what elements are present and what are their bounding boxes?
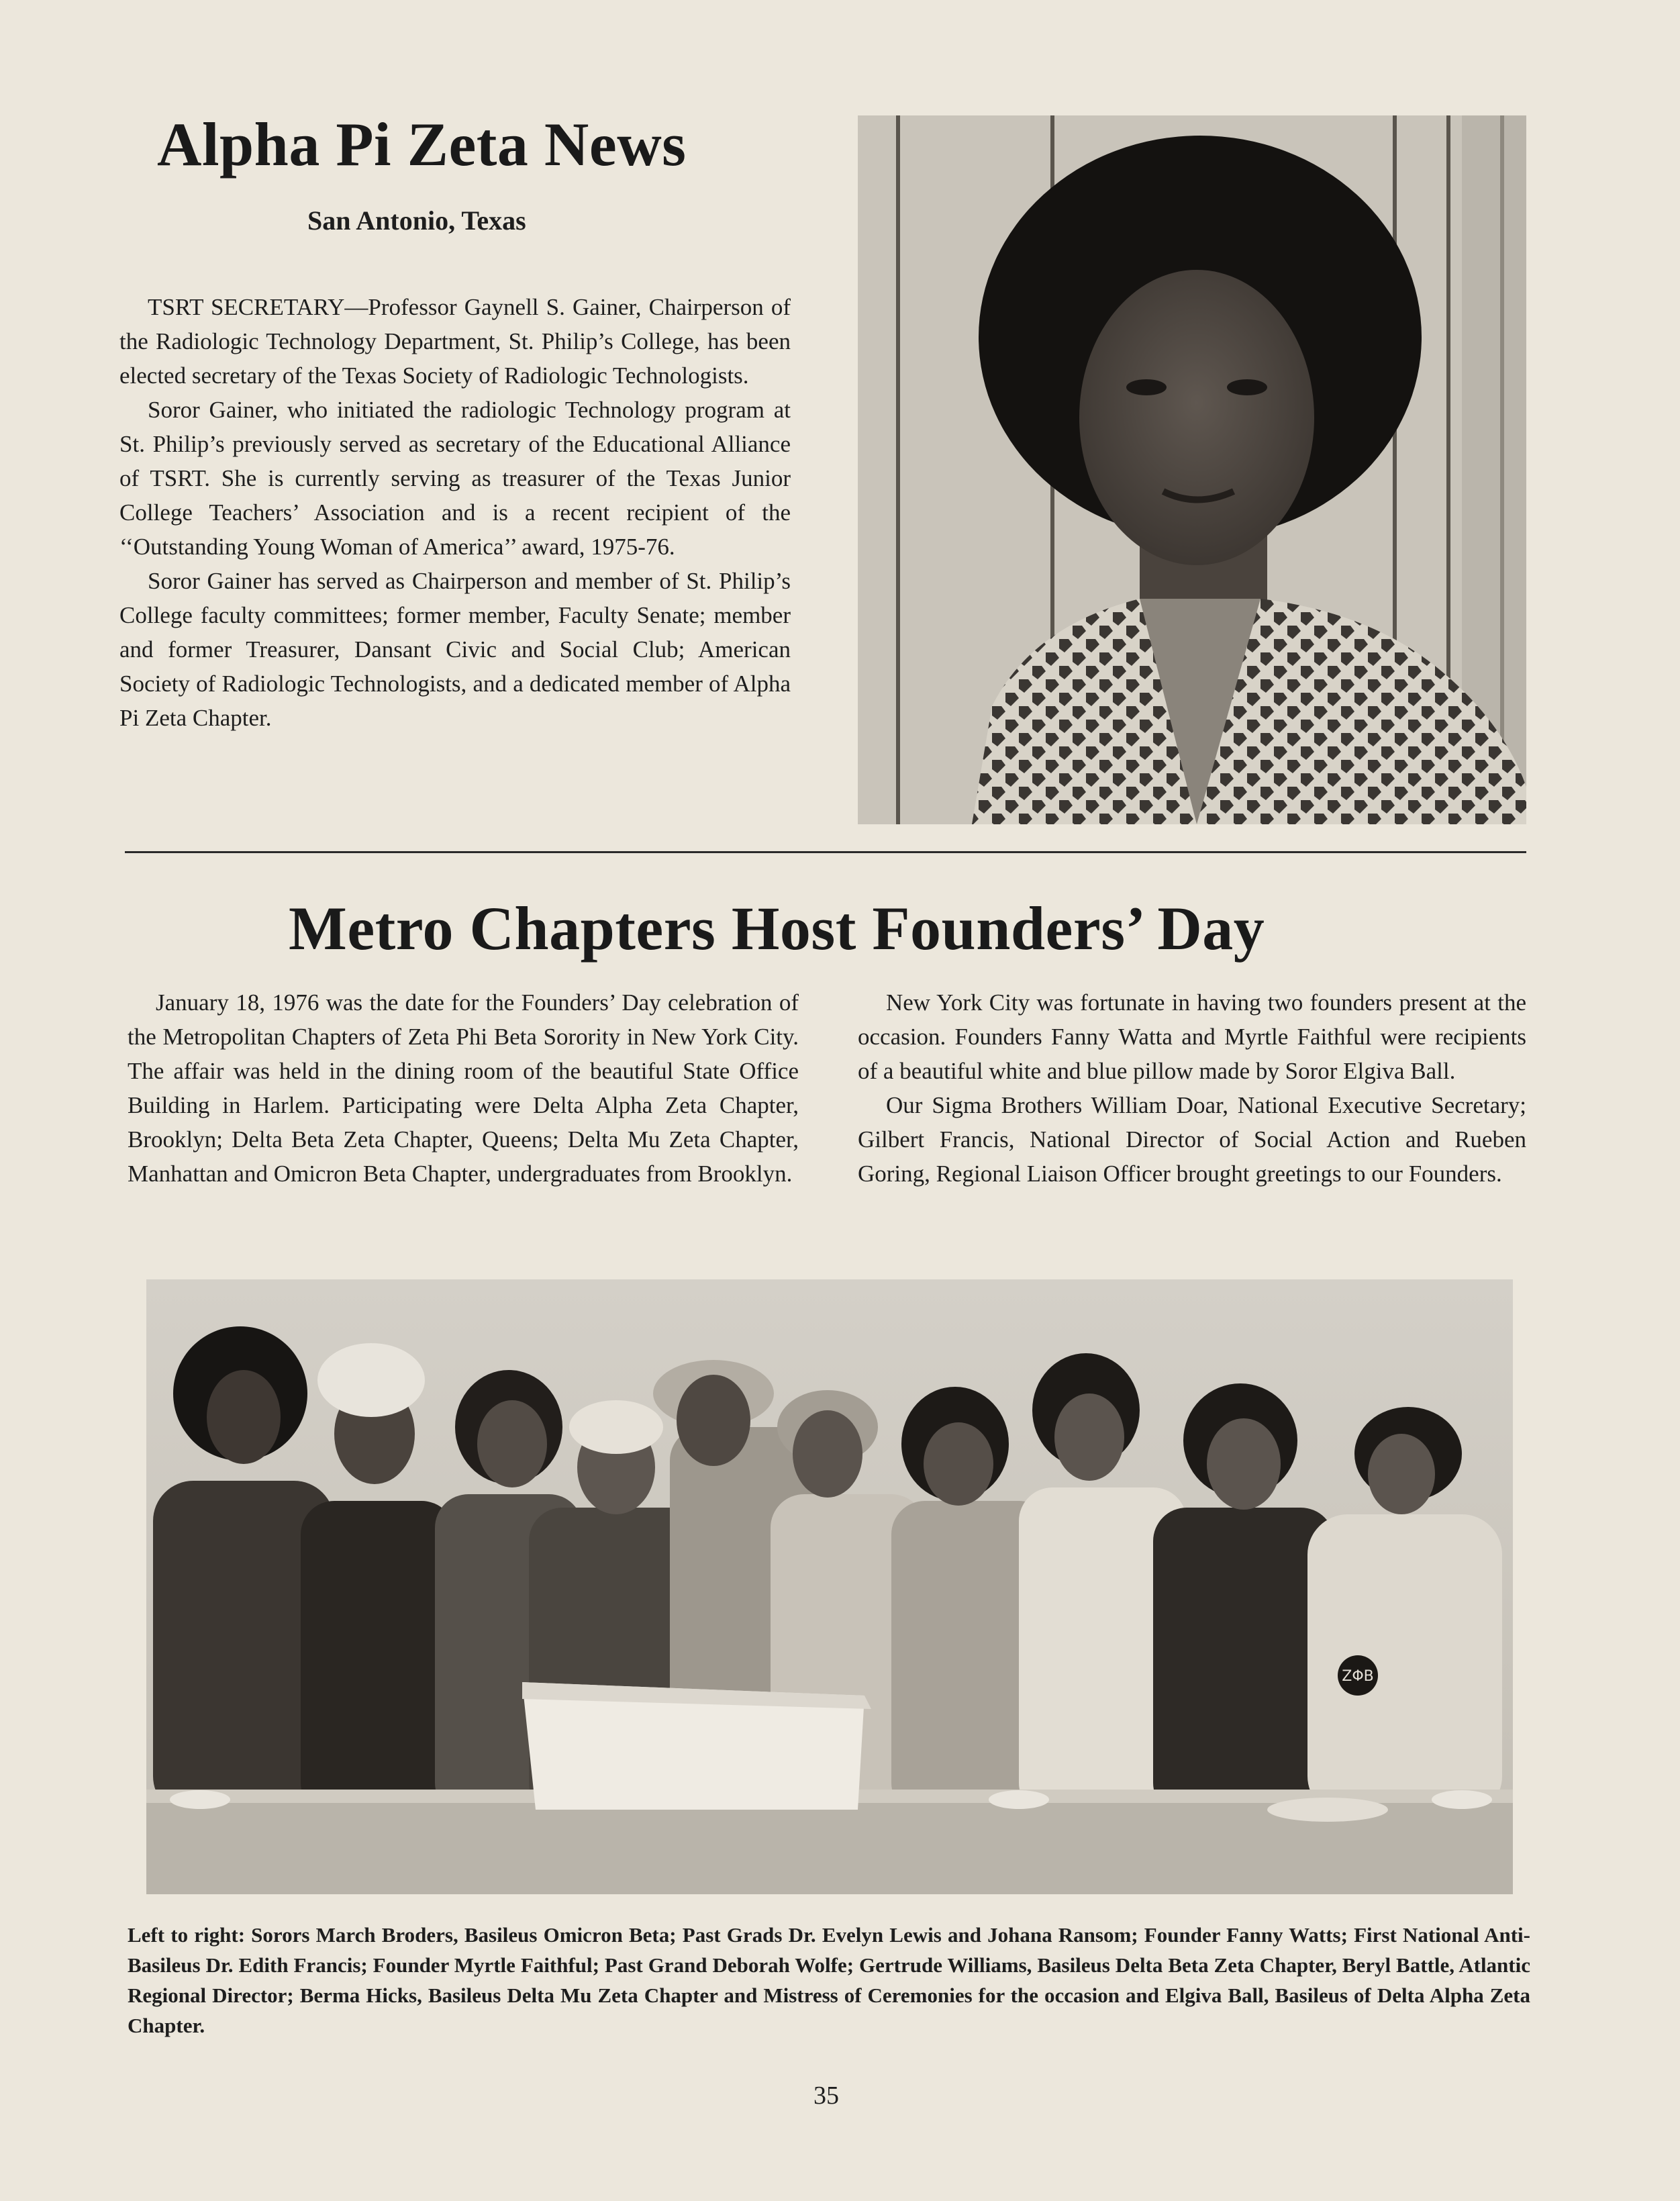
- alpha-pi-zeta-location: San Antonio, Texas: [307, 205, 526, 236]
- badge-text: ZΦB: [1342, 1668, 1374, 1685]
- article-paragraph: Soror Gainer has served as Chairperson and member of St. Philip’s College faculty committees; former member, Faculty Senate; member and former Treasurer, Dansant Civic and Social Club; American Society of Radiologic Technologists, and a dedicated member of Alpha Pi Zeta Chapter.: [119, 568, 791, 731]
- photo-caption: Left to right: Sorors March Broders, Basileus Omicron Beta; Past Grads Dr. Evelyn Lewis and Johana Ransom; Founder Fanny Watts; First National Anti-Basileus Dr. Edith Francis; Founder Myrtle Faithful; Past Grand Deborah Wolfe; Gertrude Williams, Basileus Delta Beta Zeta Chapter, Beryl Battle, Atlantic Regional Director; Berma Hicks, Basileus Delta Mu Zeta Chapter and Mistress of Ceremonies for the occasion and Elgiva Ball, Basileus of Delta Alpha Zeta Chapter.: [128, 1923, 1530, 2037]
- article-paragraph: TSRT SECRETARY—Professor Gaynell S. Gainer, Chairperson of the Radiologic Technology Department, St. Philip’s College, has been elected secretary of the Texas Society of Radiologic Technologists.: [119, 294, 791, 389]
- founders-day-title: Metro Chapters Host Founders’ Day: [289, 894, 1265, 963]
- article-paragraph: January 18, 1976 was the date for the Founders’ Day celebration of the Metropolitan Chapters of Zeta Phi Beta Sorority in New York City. The affair was held in the dining room of the beautiful State Office Building in Harlem. Participating were Delta Alpha Zeta Chapter, Brooklyn; Delta Beta Zeta Chapter, Queens; Delta Mu Zeta Chapter, Manhattan and Omicron Beta Chapter, undergraduates from Brooklyn.: [128, 989, 799, 1187]
- founders-day-right-column: [858, 985, 1526, 1191]
- alpha-pi-zeta-title: Alpha Pi Zeta News: [157, 110, 687, 179]
- alpha-pi-zeta-article: [119, 290, 791, 735]
- founders-day-left-column: [128, 985, 799, 1191]
- article-paragraph: New York City was fortunate in having two founders present at the occasion. Founders Fanny Watta and Myrtle Faithful were recipients of a beautiful white and blue pillow made by Soror Elgiva Ball.: [858, 989, 1526, 1084]
- page-number: 35: [813, 2082, 839, 2110]
- section-divider: [125, 851, 1526, 853]
- group-photo: [146, 1279, 1513, 1894]
- article-paragraph: Soror Gainer, who initiated the radiologic Technology program at St. Philip’s previously served as secretary of the Educational Alliance of TSRT. She is currently serving as treasurer of the Texas Junior College Teachers’ Association and is a recent recipient of the ‘‘Outstanding Young Woman of America’’ award, 1975-76.: [119, 397, 791, 560]
- portrait-photo: [858, 115, 1526, 824]
- article-paragraph: Our Sigma Brothers William Doar, National Executive Secretary; Gilbert Francis, National Director of Social Action and Rueben Goring, Regional Liaison Officer brought greetings to our Founders.: [858, 1092, 1526, 1187]
